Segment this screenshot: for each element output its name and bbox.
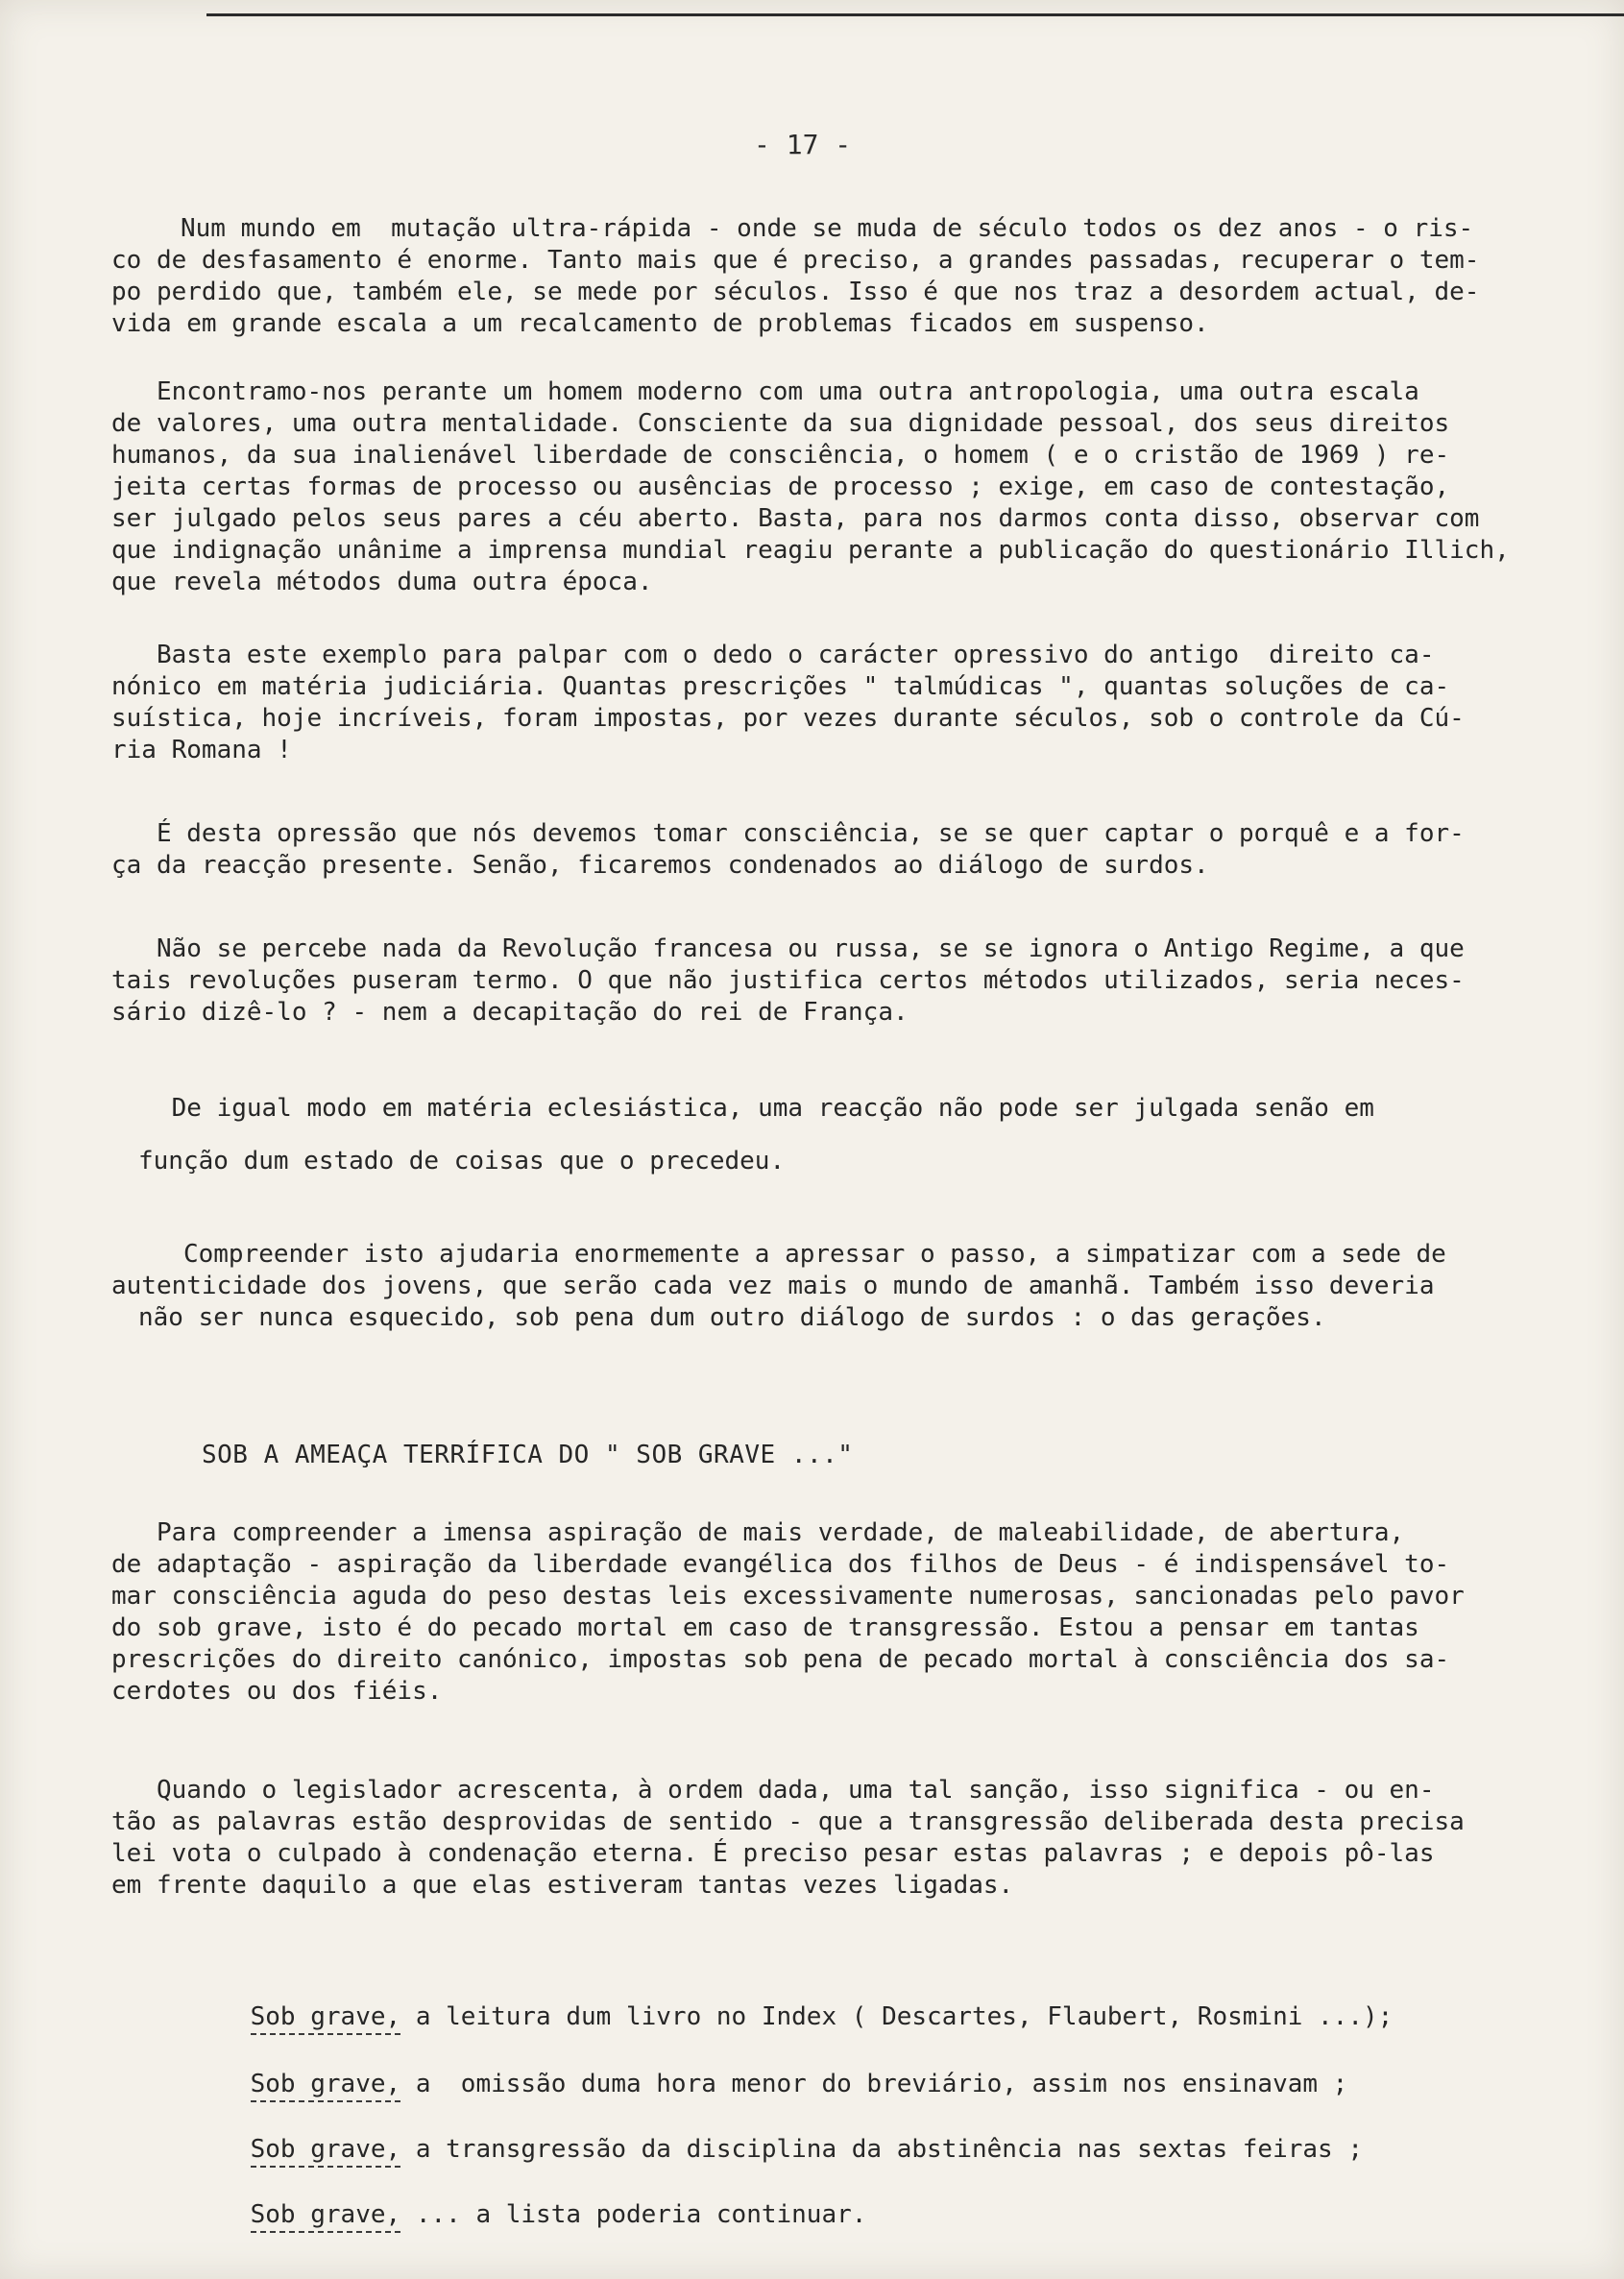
list-item-text: a omissão duma hora menor do breviário, assim nos ensinavam ; <box>400 2070 1348 2098</box>
text-line: Para compreender a imensa aspiração de mais verdade, de maleabilidade, de abertura, <box>111 1518 1405 1547</box>
text-line: co de desfasamento é enorme. Tanto mais que é preciso, a grandes passadas, recuperar o tem- <box>111 246 1480 275</box>
list-item-text: a leitura dum livro no Index ( Descartes, Flaubert, Rosmini ...); <box>400 2002 1394 2031</box>
text-line: É desta opressão que nós devemos tomar consciência, se se quer captar o porquê e a for- <box>111 819 1465 848</box>
text-line: de valores, uma outra mentalidade. Consciente da sua dignidade pessoal, dos seus direitos <box>111 409 1450 438</box>
text-line: suística, hoje incríveis, foram impostas, por vezes durante séculos, sob o controle da Cú- <box>111 704 1465 733</box>
text-line: ça da reacção presente. Senão, ficaremos condenados ao diálogo de surdos. <box>111 851 1209 880</box>
sob-grave-marker: Sob grave, <box>251 2070 401 2102</box>
text-line: Não se percebe nada da Revolução francesa ou russa, se se ignora o Antigo Regime, a que <box>111 934 1465 963</box>
text-line: de adaptação - aspiração da liberdade evangélica dos filhos de Deus - é indispensável to- <box>111 1550 1450 1579</box>
paragraph-2 <box>111 376 1586 598</box>
sob-grave-marker: Sob grave, <box>251 2200 401 2233</box>
paragraph-5 <box>111 933 1586 1029</box>
text-line: autenticidade dos jovens, que serão cada vez mais o mundo de amanhã. Também isso deveria <box>111 1272 1435 1300</box>
text-line: jeita certas formas de processo ou ausências de processo ; exige, em caso de contestação, <box>111 473 1450 501</box>
text-line: vida em grande escala a um recalcamento de problemas ficados em suspenso. <box>111 309 1209 338</box>
list-item-text: ... a lista poderia continuar. <box>400 2200 867 2229</box>
text-line: Compreender isto ajudaria enormemente a apressar o passo, a simpatizar com a sede de <box>138 1240 1446 1269</box>
text-line: tais revoluções puseram termo. O que não justifica certos métodos utilizados, seria neces- <box>111 966 1465 995</box>
text-line: De igual modo em matéria eclesiástica, uma reacção não pode ser julgada senão em <box>111 1094 1374 1123</box>
text-line: mar consciência aguda do peso destas leis excessivamente numerosas, sancionadas pelo pavor <box>111 1582 1465 1611</box>
text-line: função dum estado de coisas que o precedeu. <box>138 1147 786 1176</box>
paragraph-7 <box>111 1239 1586 1334</box>
text-line: cerdotes ou dos fiéis. <box>111 1677 443 1706</box>
text-line: po perdido que, também ele, se mede por séculos. Isso é que nos traz a desordem actual, de- <box>111 278 1480 306</box>
text-line: em frente daquilo a que elas estiveram tantas vezes ligadas. <box>111 1871 1014 1900</box>
blank-line <box>111 1125 1586 1146</box>
page-number: - 17 - <box>754 129 852 160</box>
text-line: sário dizê-lo ? - nem a decapitação do rei de França. <box>111 998 909 1027</box>
text-line: Quando o legislador acrescenta, à ordem dada, uma tal sanção, isso significa - ou en- <box>111 1776 1435 1805</box>
text-line: não ser nunca esquecido, sob pena dum outro diálogo de surdos : o das gerações. <box>138 1303 1326 1332</box>
text-line: do sob grave, isto é do pecado mortal em caso de transgressão. Estou a pensar em tantas <box>111 1613 1419 1642</box>
sob-grave-marker: Sob grave, <box>251 2002 401 2035</box>
text-line: Basta este exemplo para palpar com o dedo o carácter opressivo do antigo direito ca- <box>111 641 1435 669</box>
text-line: que indignação unânime a imprensa mundial reagiu perante a publicação do questionário Illich, <box>111 536 1510 565</box>
paragraph-1 <box>111 213 1586 340</box>
text-line: tão as palavras estão desprovidas de sentido - que a transgressão deliberada desta precisa <box>111 1807 1465 1836</box>
text-line: lei vota o culpado à condenação eterna. É preciso pesar estas palavras ; e depois pô-las <box>111 1839 1435 1868</box>
text-line: Num mundo em mutação ultra-rápida - onde se muda de século todos os dez anos - o ris- <box>181 214 1474 243</box>
paragraph-6 <box>111 1093 1586 1177</box>
sob-grave-marker: Sob grave, <box>251 2135 401 2168</box>
paragraph-9 <box>111 1775 1586 1902</box>
text-line: nónico em matéria judiciária. Quantas prescrições " talmúdicas ", quantas soluções de ca- <box>111 672 1450 701</box>
list-item-text: a transgressão da disciplina da abstinência nas sextas feiras ; <box>400 2135 1363 2164</box>
text-line: humanos, da sua inalienável liberdade de consciência, o homem ( e o cristão de 1969 ) re- <box>111 441 1450 470</box>
paragraph-4 <box>111 818 1586 882</box>
paragraph-3 <box>111 640 1586 766</box>
page-edge-shadow <box>206 13 1624 16</box>
list-item <box>190 2171 866 2258</box>
text-line: Encontramo-nos perante um homem moderno com uma outra antropologia, uma outra escala <box>111 377 1419 406</box>
text-line: ser julgado pelos seus pares a céu aberto. Basta, para nos darmos conta disso, observar com <box>111 504 1480 533</box>
section-heading: SOB A AMEAÇA TERRÍFICA DO " SOB GRAVE ..." <box>202 1441 854 1469</box>
paragraph-8 <box>111 1517 1586 1708</box>
text-line: ria Romana ! <box>111 736 292 764</box>
text-line: prescrições do direito canónico, impostas sob pena de pecado mortal à consciência dos sa- <box>111 1645 1450 1674</box>
text-line: que revela métodos duma outra época. <box>111 568 653 596</box>
